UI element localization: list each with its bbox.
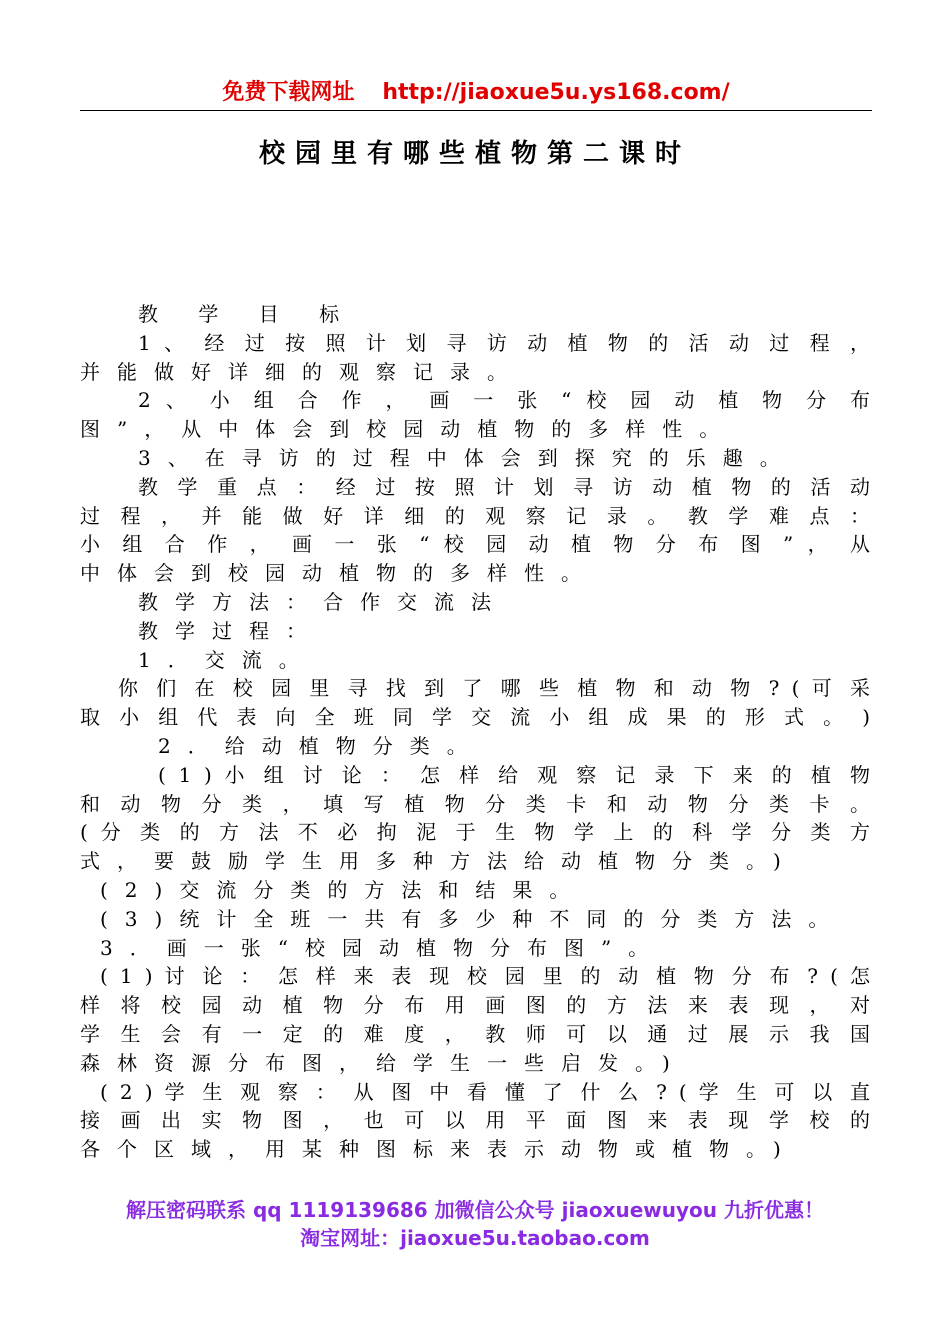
paragraph-line: 各个区域，用某种图标来表示动物或植物。) [80,1137,798,1162]
page-footer [0,1196,950,1252]
paragraph-line: 1 、 经 过 按 照 计 划 寻 访 动 植 物 的 活 动 过 程 ， [138,330,870,355]
paragraph-line: 过 程 ， 并 能 做 好 详 细 的 观 察 记 录 。 教 学 难 点 ： [80,503,870,528]
paragraph-line: 和 动 物 分 类 ， 填 写 植 物 分 类 卡 和 动 物 分 类 卡 。 [80,791,870,816]
footer-contact-line: 解压密码联系 qq 1119139686 加微信公众号 jiaoxuewuyou 九折优惠！ [126,1198,824,1222]
paragraph-line: 中体会到校园动植物的多样性。 [80,561,598,586]
paragraph-line: 式，要鼓励学生用多种方法给动植物分类。) [80,849,798,874]
paragraph-line: 教 学 重 点 ： 经 过 按 照 计 划 寻 访 动 植 物 的 活 动 [138,474,870,499]
header-url-link[interactable]: http://jiaoxue5u.ys168.com/ [382,80,730,105]
paragraph-line: 教 学 目 标 [138,302,357,326]
paragraph-line: ( 分 类 的 方 法 不 必 拘 泥 于 生 物 学 上 的 科 学 分 类 方 [80,820,870,845]
paragraph-line: 2．给动植物分类。 [158,733,484,758]
paragraph-line: ( 1 ) 讨 论 ： 怎 样 来 表 现 校 园 里 的 动 植 物 分 布 ? ( 怎 [100,964,870,989]
paragraph-line: 接 画 出 实 物 图 ， 也 可 以 用 平 面 图 来 表 现 学 校 的 [80,1108,870,1133]
paragraph-line: ( 1 ) 小 组 讨 论 ： 怎 样 给 观 察 记 录 下 来 的 植 物 [158,762,870,787]
paragraph-line: 样 将 校 园 动 植 物 分 布 用 画 图 的 方 法 来 表 现 ， 对 [80,993,870,1018]
paragraph-line: 2 、 小 组 合 作 ， 画 一 张 “ 校 园 动 植 物 分 布 [138,388,870,413]
header-label: 免费下载网址 [222,80,355,105]
paragraph-line: (2)交流分类的方法和结果。 [100,877,587,902]
paragraph-line: 你 们 在 校 园 里 寻 找 到 了 哪 些 植 物 和 动 物 ? ( 可 采 [118,676,870,701]
paragraph-line: 图”，从中体会到校园动植物的多样性。 [80,417,737,442]
document-title: 校园里有哪些植物第二课时 [258,139,691,169]
document-body [80,300,870,1164]
paragraph-line: 3、在寻访的过程中体会到探究的乐趣。 [138,445,797,470]
paragraph-line: (3)统计全班一共有多少种不同的分类方法。 [100,906,846,931]
paragraph-line: 小 组 合 作 ， 画 一 张 “ 校 园 动 植 物 分 布 图 ” ， 从 [80,532,870,557]
paragraph-line: 并能做好详细的观察记录。 [80,359,524,384]
paragraph-line: ( 2 ) 学 生 观 察 ： 从 图 中 看 懂 了 什 么 ? ( 学 生 可 以 直 [100,1079,870,1104]
paragraph-line: 教学过程： [138,618,323,643]
page-header [80,78,872,111]
paragraph-line: 森林资源分布图，给学生一些启发。) [80,1050,687,1075]
paragraph-line: 1．交流。 [138,647,316,672]
footer-shop-link[interactable]: 淘宝网址：jiaoxue5u.taobao.com [300,1226,650,1250]
paragraph-line: 取 小 组 代 表 向 全 班 同 学 交 流 小 组 成 果 的 形 式 。 ) [80,705,870,730]
paragraph-line: 教学方法：合作交流法 [138,589,508,614]
paragraph-line: 学 生 会 有 一 定 的 难 度 ， 教 师 可 以 通 过 展 示 我 国 [80,1021,870,1046]
paragraph-line: 3．画一张“校园动植物分布图”。 [100,935,666,960]
